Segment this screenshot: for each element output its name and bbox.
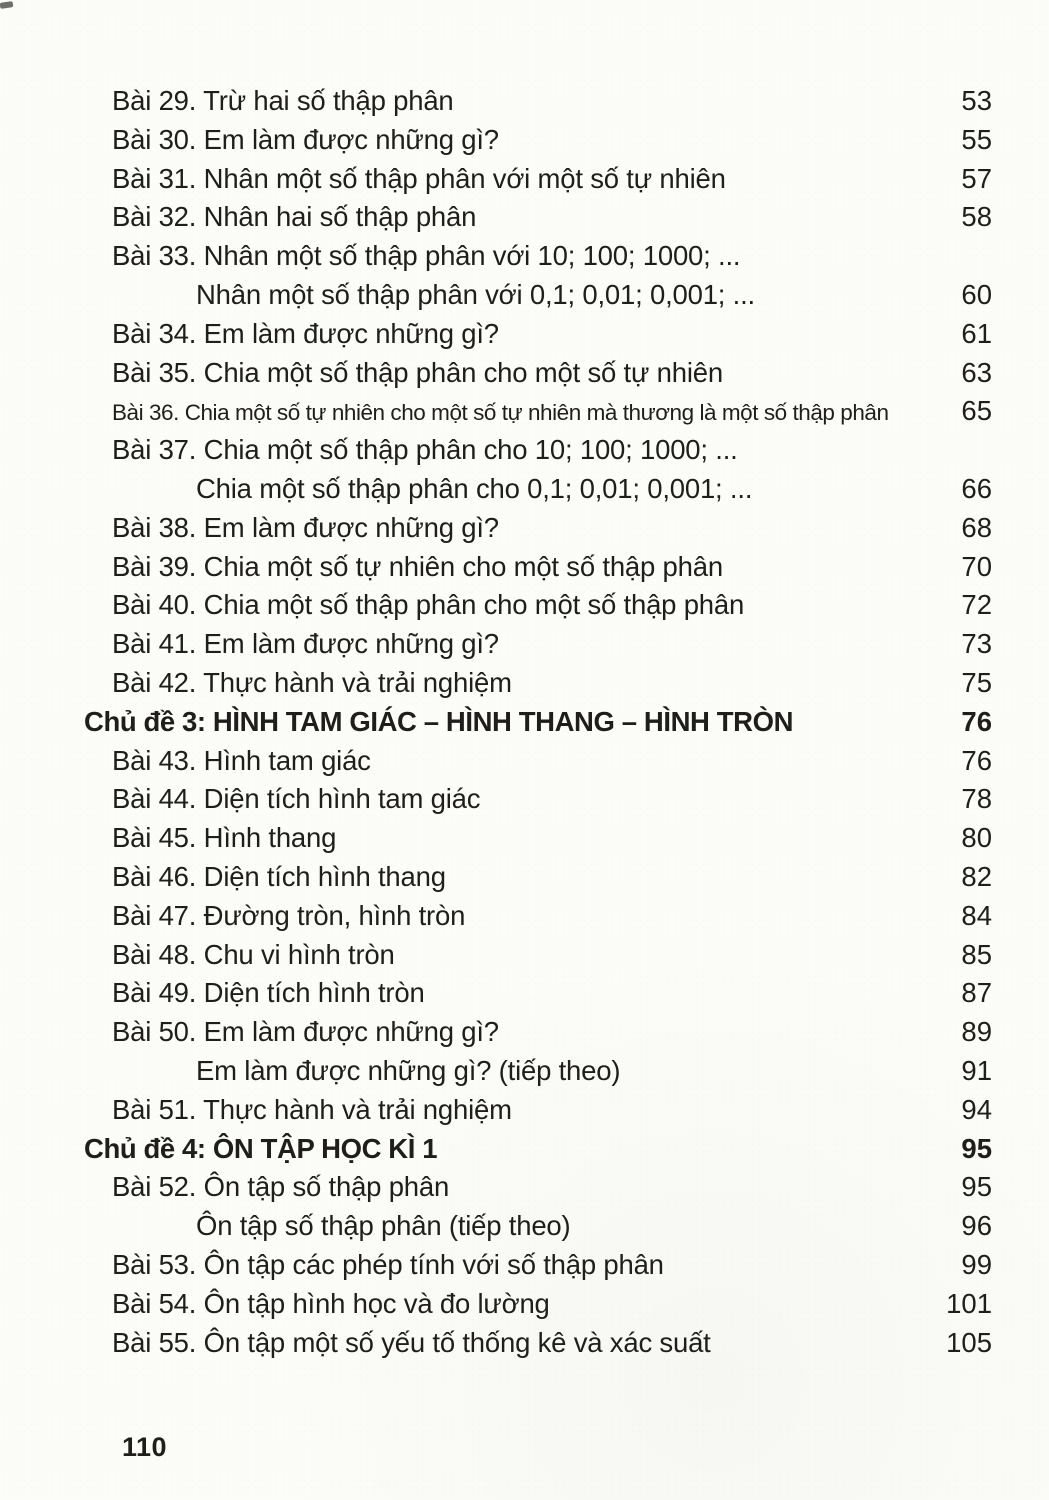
toc-entry (0, 315, 1049, 354)
entry-page: 84 (961, 899, 992, 931)
toc-entry (0, 625, 1049, 664)
toc-entry (0, 703, 1049, 742)
entry-title: Bài 48. Chu vi hình tròn (112, 938, 395, 970)
entry-title: Bài 40. Chia một số thập phân cho một số thập phân (112, 589, 745, 621)
entry-title: Bài 46. Diện tích hình thang (112, 860, 446, 892)
entry-title: Bài 29. Trừ hai số thập phân (112, 85, 454, 116)
entry-page: 58 (961, 201, 992, 233)
toc-entry (0, 1324, 1049, 1363)
toc-entry (0, 160, 1049, 199)
entry-title: Bài 36. Chia một số tự nhiên cho một số tự nhiên mà thương là một số thập phân (112, 400, 889, 426)
toc-entry (0, 858, 1049, 897)
entry-page: 68 (961, 511, 992, 543)
toc-entry (0, 1013, 1049, 1052)
entry-title: Bài 37. Chia một số thập phân cho 10; 100; 1000; ... (112, 434, 738, 466)
toc-entry (0, 664, 1049, 703)
table-of-contents (0, 82, 1049, 1362)
entry-page: 87 (961, 977, 992, 1009)
toc-entry (0, 1285, 1049, 1324)
toc-entry (0, 1052, 1049, 1091)
entry-page: 60 (961, 278, 992, 310)
toc-entry (0, 897, 1049, 936)
entry-page: 89 (961, 1016, 992, 1048)
entry-title: Bài 38. Em làm được những gì? (112, 511, 499, 543)
entry-title: Bài 50. Em làm được những gì? (112, 1016, 499, 1048)
entry-title: Bài 35. Chia một số thập phân cho một số tự nhiên (112, 356, 723, 388)
entry-title: Bài 30. Em làm được những gì? (112, 123, 499, 155)
entry-title: Bài 47. Đường tròn, hình tròn (112, 899, 466, 931)
toc-entry (0, 470, 1049, 509)
entry-page: 61 (961, 317, 992, 349)
entry-title: Bài 54. Ôn tập hình học và đo lường (112, 1287, 550, 1319)
toc-entry (0, 237, 1049, 276)
entry-title: Bài 41. Em làm được những gì? (112, 628, 499, 660)
entry-page: 99 (961, 1248, 992, 1280)
toc-entry (0, 121, 1049, 160)
toc-entry (0, 586, 1049, 625)
entry-page: 66 (961, 472, 992, 504)
entry-title: Bài 42. Thực hành và trải nghiệm (112, 666, 512, 698)
toc-entry (0, 742, 1049, 781)
entry-page: 72 (961, 589, 992, 621)
entry-title: Chia một số thập phân cho 0,1; 0,01; 0,001; ... (196, 472, 753, 504)
toc-entry (0, 819, 1049, 858)
entry-title: Bài 55. Ôn tập một số yếu tố thống kê và xác suất (112, 1326, 711, 1358)
toc-entry (0, 509, 1049, 548)
entry-page: 65 (961, 395, 992, 427)
entry-page: 82 (961, 860, 992, 892)
entry-page: 76 (961, 705, 992, 737)
entry-page: 94 (961, 1093, 992, 1125)
toc-entry (0, 780, 1049, 819)
entry-title: Bài 51. Thực hành và trải nghiệm (112, 1093, 512, 1125)
toc-entry (0, 82, 1049, 121)
entry-page: 78 (961, 783, 992, 815)
toc-entry (0, 431, 1049, 470)
entry-page: 105 (946, 1326, 992, 1358)
entry-page: 101 (946, 1287, 992, 1319)
entry-page: 95 (961, 1171, 992, 1203)
entry-page: 57 (961, 162, 992, 194)
entry-title: Nhân một số thập phân với 0,1; 0,01; 0,001; ... (196, 278, 755, 310)
entry-page: 73 (961, 628, 992, 660)
entry-page: 85 (961, 938, 992, 970)
toc-entry (0, 1130, 1049, 1169)
entry-title: Chủ đề 4: ÔN TẬP HỌC KÌ 1 (84, 1132, 438, 1164)
entry-page: 70 (961, 550, 992, 582)
entry-page: 55 (961, 123, 992, 155)
entry-title: Bài 53. Ôn tập các phép tính với số thập phân (112, 1248, 664, 1280)
entry-title: Bài 39. Chia một số tự nhiên cho một số thập phân (112, 550, 723, 582)
toc-entry (0, 1246, 1049, 1285)
toc-entry (0, 392, 1049, 431)
toc-entry (0, 276, 1049, 315)
entry-title: Chủ đề 3: HÌNH TAM GIÁC – HÌNH THANG – HÌNH TRÒN (84, 705, 794, 737)
toc-entry (0, 354, 1049, 393)
entry-page: 95 (961, 1132, 992, 1164)
entry-page: 53 (961, 85, 992, 116)
toc-entry (0, 198, 1049, 237)
toc-entry (0, 1168, 1049, 1207)
entry-title: Em làm được những gì? (tiếp theo) (196, 1054, 621, 1086)
entry-title: Bài 31. Nhân một số thập phân với một số tự nhiên (112, 162, 726, 194)
scan-artifact (0, 1, 13, 9)
toc-entry (0, 1207, 1049, 1246)
entry-title: Bài 52. Ôn tập số thập phân (112, 1171, 450, 1203)
toc-entry (0, 974, 1049, 1013)
entry-page: 75 (961, 666, 992, 698)
toc-entry (0, 548, 1049, 587)
entry-title: Bài 34. Em làm được những gì? (112, 317, 499, 349)
entry-title: Bài 32. Nhân hai số thập phân (112, 201, 477, 233)
entry-page: 76 (961, 744, 992, 776)
entry-title: Bài 44. Diện tích hình tam giác (112, 783, 481, 815)
entry-title: Bài 43. Hình tam giác (112, 744, 371, 776)
page-number: 110 (122, 1432, 168, 1462)
entry-title: Bài 33. Nhân một số thập phân với 10; 100; 1000; ... (112, 240, 741, 272)
entry-page: 91 (961, 1054, 992, 1086)
entry-page: 96 (961, 1210, 992, 1242)
toc-entry (0, 1091, 1049, 1130)
entry-title: Ôn tập số thập phân (tiếp theo) (196, 1210, 571, 1242)
entry-page: 80 (961, 822, 992, 854)
toc-entry (0, 936, 1049, 975)
entry-page: 63 (961, 356, 992, 388)
entry-title: Bài 45. Hình thang (112, 822, 337, 854)
entry-title: Bài 49. Diện tích hình tròn (112, 977, 425, 1009)
